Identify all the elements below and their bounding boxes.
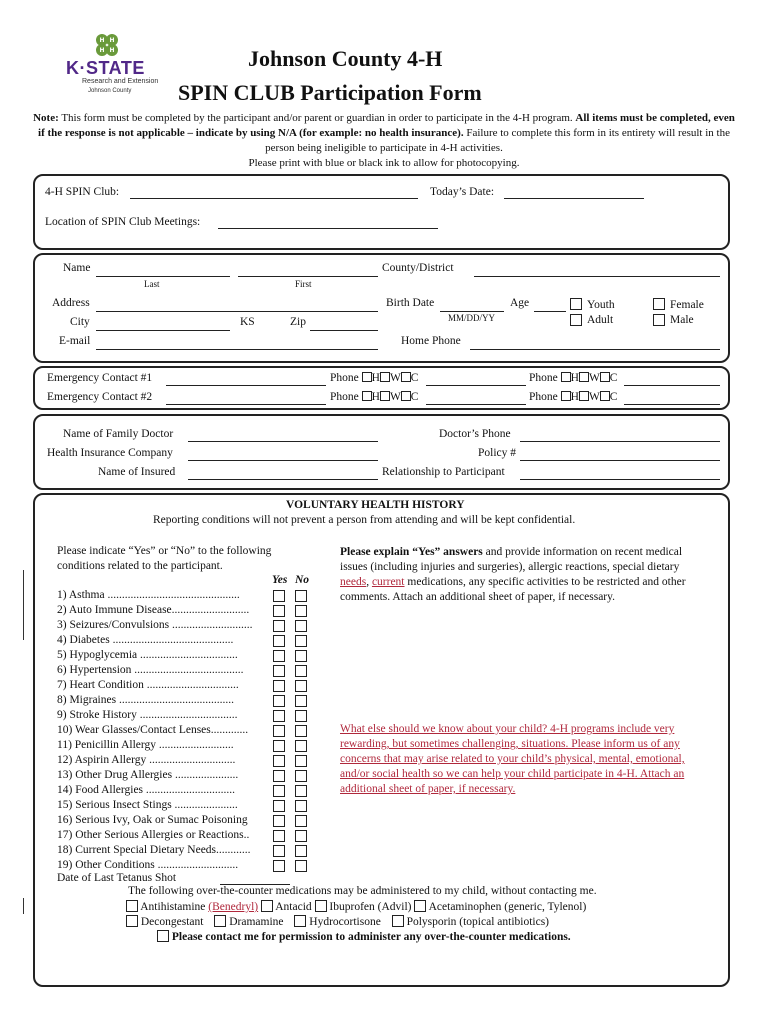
antacid-checkbox[interactable] [261, 900, 273, 912]
polysporin-checkbox[interactable] [392, 915, 404, 927]
club-section [33, 174, 730, 250]
emergency-1-phone-a [330, 372, 418, 384]
location-input[interactable] [218, 228, 438, 229]
condition-label: 2) Auto Immune Disease........................... [57, 604, 250, 616]
condition-yes-checkbox[interactable] [273, 680, 285, 692]
logo-brand: K·STATE [66, 58, 145, 78]
zip-input[interactable] [310, 330, 378, 331]
condition-label: 13) Other Drug Allergies ...................... [57, 769, 239, 781]
condition-no-checkbox[interactable] [295, 620, 307, 632]
youth-label: Youth [587, 299, 615, 311]
health-intro-1: Please indicate “Yes” or “No” to the following [57, 545, 272, 557]
condition-no-checkbox[interactable] [295, 665, 307, 677]
what-else-line: additional sheet of paper, if necessary. [340, 783, 516, 795]
dramamine-label: Dramamine [229, 916, 284, 928]
condition-yes-checkbox[interactable] [273, 590, 285, 602]
condition-yes-checkbox[interactable] [273, 800, 285, 812]
emergency-1-phone-b [529, 372, 617, 384]
condition-yes-checkbox[interactable] [273, 740, 285, 752]
adult-label: Adult [587, 314, 614, 326]
doctor-phone-input[interactable] [520, 441, 720, 442]
condition-yes-checkbox[interactable] [273, 755, 285, 767]
home-phone-input[interactable] [470, 349, 720, 350]
svg-text:H: H [109, 37, 115, 44]
otc-row-1 [126, 900, 586, 913]
h-label: H [371, 372, 380, 384]
margin-mark [23, 898, 24, 914]
cell-checkbox[interactable] [600, 391, 610, 401]
condition-label: 9) Stroke History .................................. [57, 709, 238, 721]
emergency-contact-2-label: Emergency Contact #2 [47, 391, 153, 403]
hydrocortisone-label: Hydrocortisone [309, 916, 381, 928]
insured-label: Name of Insured [98, 466, 176, 478]
h-label: H [570, 372, 579, 384]
condition-no-checkbox[interactable] [295, 740, 307, 752]
c-label: C [609, 372, 618, 384]
condition-label: 12) Aspirin Allergy .............................. [57, 754, 236, 766]
note-block [32, 111, 736, 171]
hydrocortisone-checkbox[interactable] [294, 915, 306, 927]
contact-permission-checkbox[interactable] [157, 930, 169, 942]
condition-label: 4) Diabetes .......................................... [57, 634, 234, 646]
policy-label: Policy # [478, 447, 517, 459]
condition-label: 18) Current Special Dietary Needs............ [57, 844, 251, 856]
condition-no-checkbox[interactable] [295, 635, 307, 647]
county-label: County/District [382, 262, 454, 274]
health-subtitle: Reporting conditions will not prevent a person from attending and will be kept confidential. [153, 514, 576, 526]
benadryl-label: (Benedryl) [208, 901, 259, 913]
otc-row-3 [157, 930, 571, 943]
condition-no-checkbox[interactable] [295, 785, 307, 797]
condition-no-checkbox[interactable] [295, 650, 307, 662]
birth-date-input[interactable] [440, 311, 504, 312]
condition-label: 3) Seizures/Convulsions ............................ [57, 619, 253, 631]
explain-line-3: medications, any specific activities to be restricted and other [407, 576, 686, 588]
birth-date-label: Birth Date [386, 297, 435, 309]
work-checkbox[interactable] [579, 391, 589, 401]
cell-checkbox[interactable] [401, 391, 411, 401]
w-label: W [389, 391, 401, 403]
note-text-1: This form must be completed by the participant and/or parent or guardian in order to participate in the 4-H program. [61, 112, 573, 124]
female-checkbox[interactable] [653, 298, 665, 310]
emergency-1-phone-b-input[interactable] [624, 385, 720, 386]
relationship-input[interactable] [520, 479, 720, 480]
email-input[interactable] [96, 349, 378, 350]
dramamine-checkbox[interactable] [214, 915, 226, 927]
condition-no-checkbox[interactable] [295, 680, 307, 692]
h-label: H [371, 391, 380, 403]
logo-line1: Research and Extension [82, 78, 159, 85]
margin-mark [23, 570, 24, 640]
phone-label: Phone [529, 391, 558, 403]
phone-label: Phone [330, 372, 359, 384]
condition-yes-checkbox[interactable] [273, 620, 285, 632]
polysporin-label: Polysporin (topical antibiotics) [406, 916, 550, 928]
what-else-line: concerns that may arise related to your child’s physical, mental, emotional, [340, 753, 685, 765]
home-phone-label: Home Phone [401, 335, 461, 347]
explain-block: Please explain “Yes” answers and provide information on recent medical issues (including injuries and surgeries), allergic reactions, special dietary needs, current medications, any specific activities to be restricted and other comments. Attach an additional sheet of paper, if necessary. [340, 545, 720, 605]
male-checkbox[interactable] [653, 314, 665, 326]
explain-line-1: and provide information on recent medical [485, 546, 683, 558]
c-label: C [609, 391, 618, 403]
note-text-2: Failure to complete this form in its entirety will result in the person being ineligible to participate in 4-H activities. [265, 127, 730, 154]
note-text-bold: All items must be completed, even if the response is not applicable – indicate by using N/A (for example: no health insurance). [38, 112, 735, 139]
svg-text:H: H [99, 37, 105, 44]
address-input[interactable] [96, 311, 378, 312]
health-title: VOLUNTARY HEALTH HISTORY [286, 499, 465, 511]
home-checkbox[interactable] [561, 372, 571, 382]
condition-no-checkbox[interactable] [295, 605, 307, 617]
w-label: W [588, 391, 600, 403]
youth-checkbox[interactable] [570, 298, 582, 310]
ibuprofen-label: Ibuprofen (Advil) [329, 901, 412, 913]
emergency-contact-1-input[interactable] [166, 385, 326, 386]
page-title: Johnson County 4-H [248, 46, 443, 71]
condition-label: 11) Penicillin Allergy .......................... [57, 739, 234, 751]
condition-yes-checkbox[interactable] [273, 815, 285, 827]
policy-input[interactable] [520, 460, 720, 461]
condition-no-checkbox[interactable] [295, 800, 307, 812]
c-label: C [410, 372, 419, 384]
explain-line-4: comments. Attach an additional sheet of paper, if necessary. [340, 591, 616, 603]
note-text-3: Please print with blue or black ink to allow for photocopying. [248, 157, 520, 169]
condition-no-checkbox[interactable] [295, 860, 307, 872]
cell-checkbox[interactable] [401, 372, 411, 382]
tetanus-label: Date of Last Tetanus Shot [57, 872, 177, 884]
yes-header: Yes [272, 574, 288, 586]
emergency-1-phone-a-input[interactable] [426, 385, 526, 386]
insured-input[interactable] [188, 479, 378, 480]
last-caption: Last [144, 279, 160, 289]
page-subtitle: SPIN CLUB Participation Form [178, 80, 482, 105]
today-date-label: Today’s Date: [430, 186, 495, 198]
cell-checkbox[interactable] [600, 372, 610, 382]
today-date-input[interactable] [504, 198, 644, 199]
home-checkbox[interactable] [362, 391, 372, 401]
club-label: 4-H SPIN Club: [45, 186, 120, 198]
insurance-input[interactable] [188, 460, 378, 461]
condition-yes-checkbox[interactable] [273, 710, 285, 722]
what-else-line: What else should we know about your child? 4-H programs include very [340, 723, 675, 735]
city-input[interactable] [96, 330, 230, 331]
emergency-2-phone-a-input[interactable] [426, 404, 526, 405]
note-label: Note: [33, 112, 59, 124]
condition-yes-checkbox[interactable] [273, 785, 285, 797]
what-else-block [340, 722, 722, 797]
condition-no-checkbox[interactable] [295, 830, 307, 842]
work-checkbox[interactable] [579, 372, 589, 382]
w-label: W [588, 372, 600, 384]
condition-label: 10) Wear Glasses/Contact Lenses............. [57, 724, 249, 736]
clover-icon [92, 32, 122, 60]
decongestant-checkbox[interactable] [126, 915, 138, 927]
condition-no-checkbox[interactable] [295, 725, 307, 737]
first-name-input[interactable] [238, 276, 378, 277]
first-caption: First [295, 279, 312, 289]
phone-label: Phone [529, 372, 558, 384]
acetaminophen-label: Acetaminophen (generic, Tylenol) [428, 901, 587, 913]
age-label: Age [510, 297, 530, 309]
female-label: Female [670, 299, 704, 311]
contact-permission-label: Please contact me for permission to administer any over-the-counter medications. [171, 931, 571, 943]
emergency-contact-2-input[interactable] [166, 404, 326, 405]
emergency-2-phone-b-input[interactable] [624, 404, 720, 405]
explain-line-2: issues (including injuries and surgeries), allergic reactions, special dietary [340, 561, 680, 573]
condition-no-checkbox[interactable] [295, 815, 307, 827]
work-checkbox[interactable] [380, 391, 390, 401]
condition-label: 5) Hypoglycemia .................................. [57, 649, 238, 661]
otc-row-2 [126, 915, 549, 928]
condition-label: 19) Other Conditions ............................ [57, 859, 239, 871]
condition-label: 15) Serious Insect Stings ...................... [57, 799, 238, 811]
club-input[interactable] [130, 198, 418, 199]
state-label: KS [240, 316, 255, 328]
explain-bold: Please explain “Yes” answers [340, 546, 483, 558]
doctor-input[interactable] [188, 441, 378, 442]
condition-label: 16) Serious Ivy, Oak or Sumac Poisoning [57, 814, 248, 826]
what-else-line: rewarding, but sometimes challenging, situations. Please inform us of any [340, 738, 680, 750]
doctor-label: Name of Family Doctor [63, 428, 174, 440]
condition-no-checkbox[interactable] [295, 710, 307, 722]
condition-no-checkbox[interactable] [295, 755, 307, 767]
location-label: Location of SPIN Club Meetings: [45, 216, 201, 228]
emergency-2-phone-b [529, 391, 617, 403]
logo-line2: Johnson County [88, 88, 132, 94]
otc-intro: The following over-the-counter medications may be administered to my child, without contacting me. [128, 885, 597, 897]
condition-no-checkbox[interactable] [295, 770, 307, 782]
condition-label: 8) Migraines ........................................ [57, 694, 234, 706]
condition-yes-checkbox[interactable] [273, 635, 285, 647]
c-label: C [410, 391, 419, 403]
antihistamine-label: Antihistamine [140, 901, 206, 913]
condition-yes-checkbox[interactable] [273, 665, 285, 677]
condition-yes-checkbox[interactable] [273, 650, 285, 662]
condition-label: 1) Asthma .............................................. [57, 589, 240, 601]
condition-no-checkbox[interactable] [295, 695, 307, 707]
antihistamine-checkbox[interactable] [126, 900, 138, 912]
condition-label: 6) Hypertension ...................................... [57, 664, 244, 676]
zip-label: Zip [290, 316, 306, 328]
w-label: W [389, 372, 401, 384]
antacid-label: Antacid [275, 901, 312, 913]
condition-no-checkbox[interactable] [295, 845, 307, 857]
svg-text:H: H [99, 47, 105, 54]
doctor-phone-label: Doctor’s Phone [439, 428, 511, 440]
relationship-label: Relationship to Participant [382, 466, 505, 478]
insurance-label: Health Insurance Company [47, 447, 173, 459]
acetaminophen-checkbox[interactable] [414, 900, 426, 912]
condition-yes-checkbox[interactable] [273, 770, 285, 782]
last-name-input[interactable] [96, 276, 230, 277]
home-checkbox[interactable] [362, 372, 372, 382]
explain-needs: needs [340, 576, 367, 588]
svg-text:H: H [109, 47, 115, 54]
male-label: Male [670, 314, 694, 326]
condition-label: 14) Food Allergies ............................... [57, 784, 236, 796]
explain-current: current [371, 576, 405, 588]
age-input[interactable] [534, 311, 566, 312]
h-label: H [570, 391, 579, 403]
condition-yes-checkbox[interactable] [273, 830, 285, 842]
decongestant-label: Decongestant [140, 916, 204, 928]
health-intro-2: conditions related to the participant. [57, 560, 223, 572]
emergency-2-phone-a [330, 391, 418, 403]
no-header: No [295, 574, 310, 586]
condition-yes-checkbox[interactable] [273, 725, 285, 737]
emergency-contact-1-label: Emergency Contact #1 [47, 372, 153, 384]
home-checkbox[interactable] [561, 391, 571, 401]
work-checkbox[interactable] [380, 372, 390, 382]
condition-yes-checkbox[interactable] [273, 860, 285, 872]
condition-yes-checkbox[interactable] [273, 695, 285, 707]
condition-yes-checkbox[interactable] [273, 845, 285, 857]
city-label: City [70, 316, 90, 328]
address-label: Address [52, 297, 90, 309]
condition-no-checkbox[interactable] [295, 590, 307, 602]
condition-label: 7) Heart Condition ................................ [57, 679, 239, 691]
name-label: Name [63, 262, 91, 274]
dob-format-caption: MM/DD/YY [448, 313, 496, 323]
phone-label: Phone [330, 391, 359, 403]
county-input[interactable] [474, 276, 720, 277]
adult-checkbox[interactable] [570, 314, 582, 326]
what-else-line: and/or social health so we can help your child participate in 4-H. Attach an [340, 768, 685, 780]
condition-label: 17) Other Serious Allergies or Reactions.. [57, 829, 250, 841]
condition-yes-checkbox[interactable] [273, 605, 285, 617]
ibuprofen-checkbox[interactable] [315, 900, 327, 912]
email-label: E-mail [59, 335, 91, 347]
